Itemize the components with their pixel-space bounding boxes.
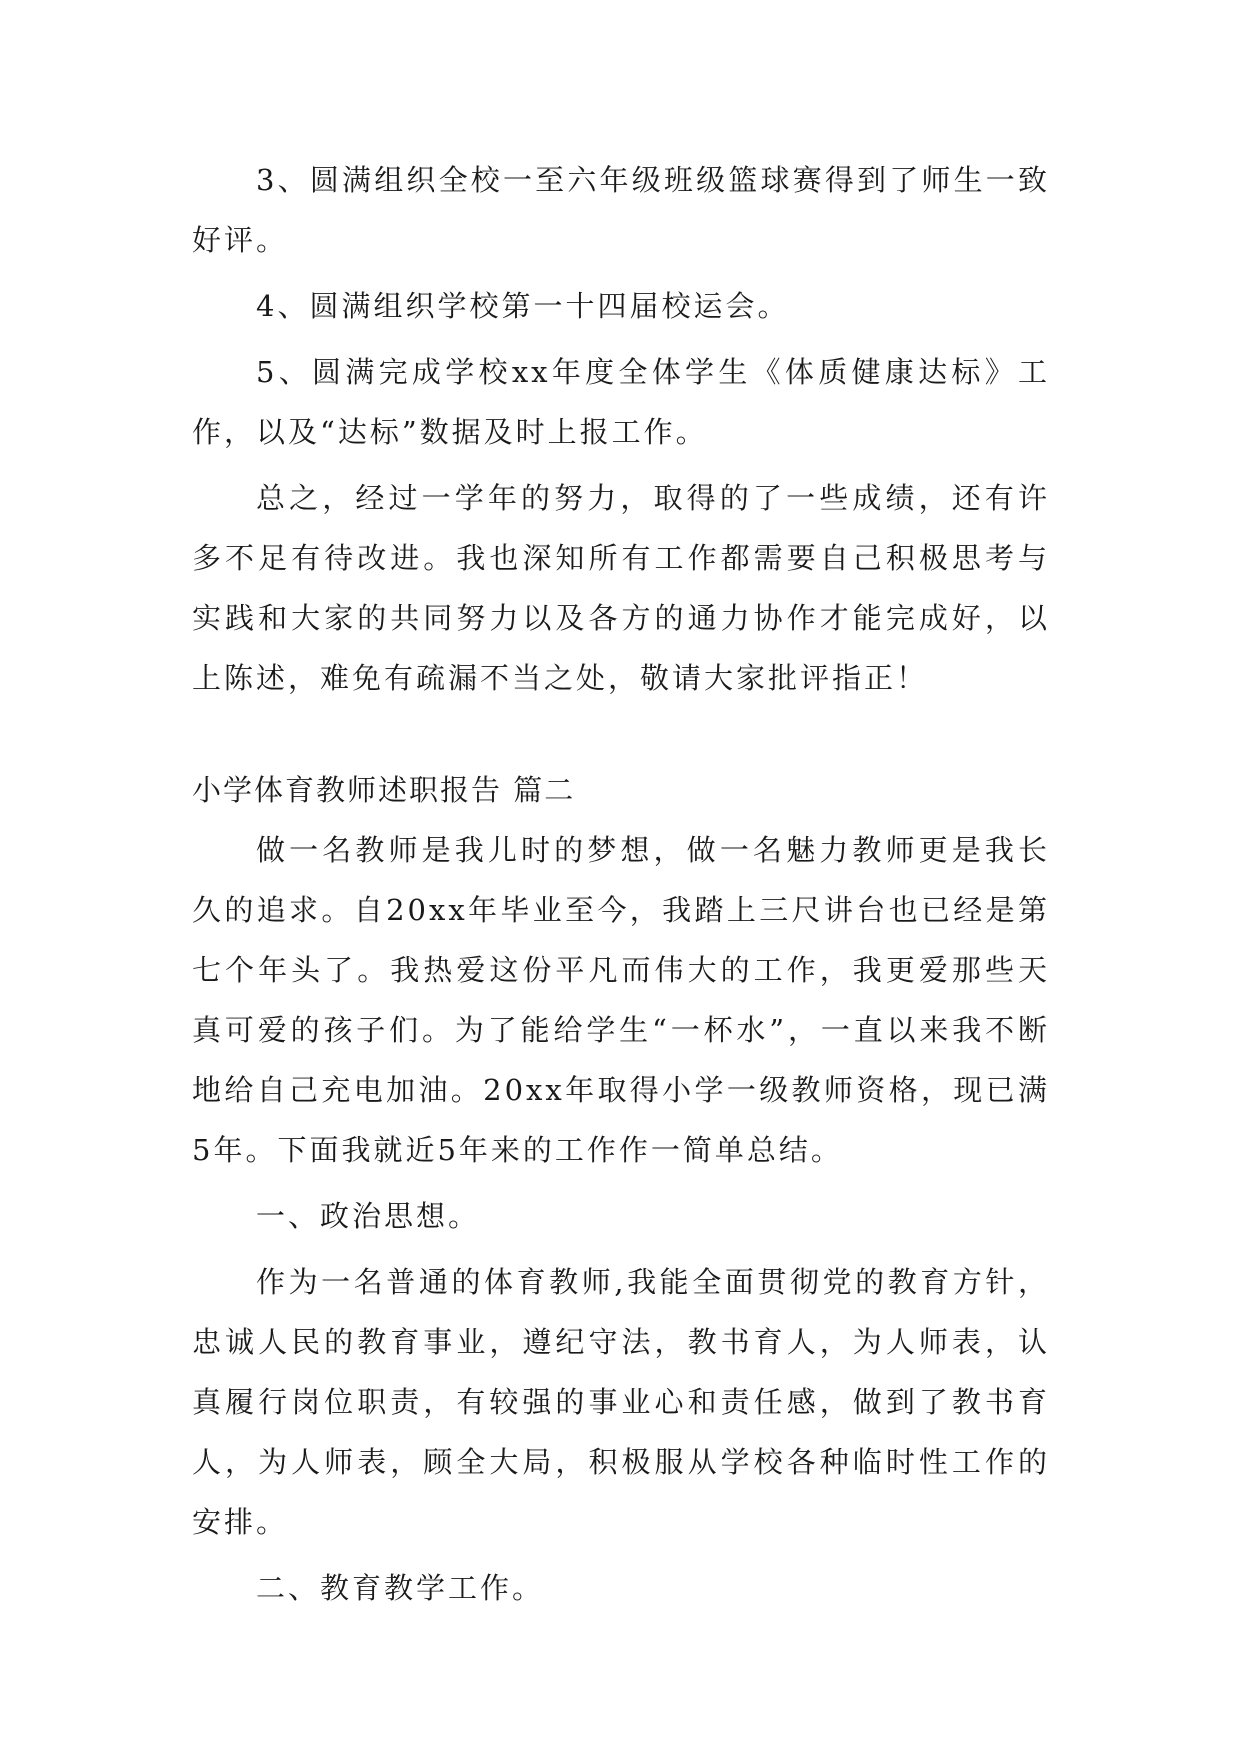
paragraph-item-4: 4、圆满组织学校第一十四届校运会。: [256, 289, 790, 323]
section-title: 小学体育教师述职报告 篇二: [192, 773, 576, 807]
paragraph-summary: 总之，经过一学年的努力，取得的了一些成绩，还有许多不足有待改进。我也深知所有工作都需要自己积极思考与实践和大家的共同努力以及各方的通力协作才能完成好，以上陈述，难免有疏漏不当之处，敬请大家批评指正！: [192, 481, 1050, 695]
paragraph-item-3: 3、圆满组织全校一至六年级班级篮球赛得到了师生一致好评。: [192, 163, 1050, 257]
paragraph-politics: 作为一名普通的体育教师,我能全面贯彻党的教育方针，忠诚人民的教育事业，遵纪守法，教书育人，为人师表，认真履行岗位职责，有较强的事业心和责任感，做到了教书育人，为人师表，顾全大局，积极服从学校各种临时性工作的安排。: [192, 1265, 1050, 1539]
subheading-politics: 一、政治思想。: [256, 1199, 481, 1233]
paragraph-item-5: 5、圆满完成学校xx年度全体学生《体质健康达标》工作，以及“达标”数据及时上报工作。: [192, 355, 1050, 449]
document-page: [192, 150, 1050, 1618]
subheading-teaching: 二、教育教学工作。: [256, 1571, 545, 1605]
section-gap: [192, 708, 1050, 760]
paragraph-intro: 做一名教师是我儿时的梦想，做一名魅力教师更是我长久的追求。自20xx年毕业至今，我踏上三尺讲台也已经是第七个年头了。我热爱这份平凡而伟大的工作，我更爱那些天真可爱的孩子们。为了能给学生“一杯水”，一直以来我不断地给自己充电加油。20xx年取得小学一级教师资格，现已满5年。下面我就近5年来的工作作一简单总结。: [192, 833, 1050, 1167]
